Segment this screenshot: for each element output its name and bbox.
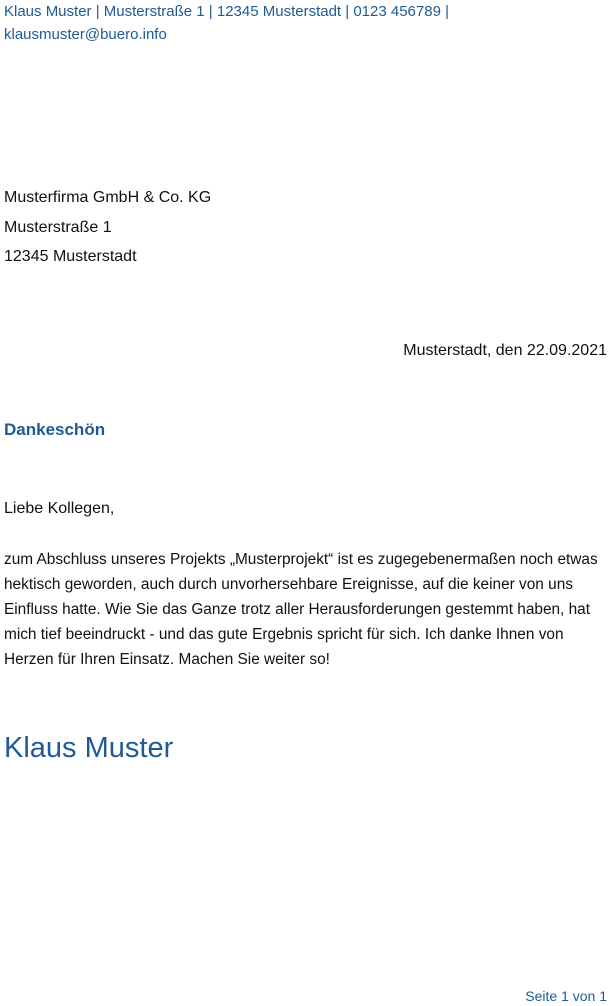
recipient-company: Musterfirma GmbH & Co. KG [4, 189, 212, 206]
sender-address-line: Klaus Muster | Musterstraße 1 | 12345 Musterstadt | 0123 456789 | klausmuster@buero.info [4, 3, 449, 43]
recipient-street: Musterstraße 1 [4, 218, 112, 236]
salutation: Liebe Kollegen, [4, 500, 115, 517]
signature-name: Klaus Muster [4, 732, 174, 764]
date-line: Musterstadt, den 22.09.2021 [403, 342, 607, 359]
letter-body: zum Abschluss unseres Projekts „Musterprojekt“ ist es zugegebenermaßen noch etwas hektisch geworden, auch durch unvorhersehbare Ereignisse, auf die keiner von uns Einfluss hatte. Wie Sie das Ganze trotz aller Herausforderungen gestemmt haben, hat mich tief beeindruckt - und das gute Ergebnis spricht für sich. Ich danke Ihnen von Herzen für Ihren Einsatz. Machen Sie weiter so! [4, 551, 598, 668]
recipient-address-block [4, 183, 211, 272]
letter-subject: Dankeschön [4, 420, 106, 439]
recipient-city: 12345 Musterstadt [4, 248, 137, 265]
page-number: Seite 1 von 1 [525, 988, 607, 1004]
